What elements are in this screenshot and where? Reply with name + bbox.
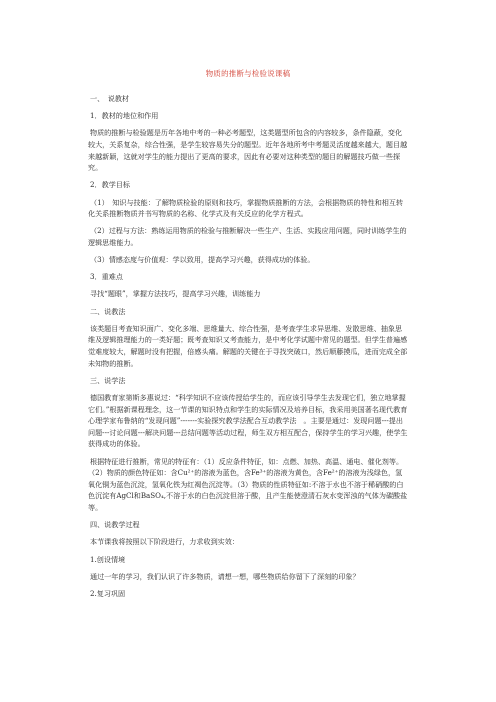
document-title: 物质的推断与检验说课稿 [205,69,291,78]
section-heading: 二、说教法 [90,306,126,316]
paragraph: （1） 知识与技能：了解物质检验的原则和技巧，掌握物质推断的方法，会根据物质的特性和相互转化关系推断物质并书写物质的名称、化学式及有关反应的化学方程式。 [88,197,404,219]
sub-heading: 2.复习巩固 [90,588,126,598]
document-body [88,93,408,605]
paragraph: 德国教育家第斯多惠说过：“科学知识不应该传授给学生的，而应该引导学生去发现它们，独立地掌握它们。”根据新课程理念，这一节课的知识特点和学生的实际情况及培养目标，我采用美国著名现代教育心理学家布鲁纳的“发现问题”-------实验探究教学法配合互动教学法 。主要是通过：发现问题---提出问题---讨论问题---解决问题---总结问题等活动过程，师生双方相互配合，保持学生的学习兴趣，使学生获得成功的体验。 [88,393,408,449]
sub-heading: 2．教学目标 [90,180,130,190]
paragraph: 根据特征进行推断，常见的特征有：（1）反应条件特征，如：点燃、加热、高温、通电、催化剂等。（2）物质的颜色特征如：含Cu²⁺的溶液为蓝色，含Fe³⁺的溶液为黄色，含Fe²⁺的溶液为浅绿色，氢氧化铜为蓝色沉淀，氢氧化铁为红褐色沉淀等。（3）物质的性质特征如:不溶于水也不溶于稀硝酸的白色沉淀有AgCl和BaSO₄,不溶于水的白色沉淀但溶于酸，且产生能使澄清石灰水变浑浊的气体为碳酸盐等。 [88,456,408,512]
section-heading: 三、说学法 [90,375,126,385]
paragraph: 本节课我将按照以下阶段进行，力求收到实效： [90,537,239,547]
sub-heading: 3．重难点 [90,272,123,282]
paragraph: 通过一年的学习，我们认识了许多物质，请想一想，哪些物质给你留下了深刻的印象？ [90,571,360,581]
paragraph: 该类题目考查知识面广、变化多端、思维量大、综合性强，是考查学生求异思维、发散思维、抽象思维及逻辑推理能力的一类好题；既考查知识又考查能力，是中考化学试题中常见的题型。但学生普遍感觉难度较大，解题时没有把握，倍感头痛。解题的关键在于寻找突破口，然后顺藤摸瓜，进而完成全部未知物的推断。 [88,323,408,368]
paragraph: （3）情感态度与价值观：学以致用，提高学习兴趣，获得成功的体验。 [90,255,315,265]
section-heading: 一、 说教材 [90,94,130,103]
sub-heading: 1.创设情境 [90,554,126,564]
paragraph: （2）过程与方法：熟练运用物质的检验与推断解决一些生产、生活、实践应用问题，同时训练学生的逻辑思维能力。 [88,226,407,247]
paragraph: 物质的推断与检验题是历年各地中考的一种必考题型，这类题型所包含的内容较多，条件隐蔽，变化较大，关系复杂，综合性强，是学生较容易失分的题型。近年各地所考中考题灵活度越来越大，题目越来越新颖，这就对学生的能力提出了更高的要求，因此有必要对这种类型的题目的解题技巧做一些探究。 [88,128,408,173]
section-heading: 四、说教学过程 [90,520,140,530]
paragraph: 寻找“题眼”，掌握方法技巧，提高学习兴趣，训练能力 [90,289,261,299]
sub-heading: 1．教材的地位和作用 [90,111,159,121]
